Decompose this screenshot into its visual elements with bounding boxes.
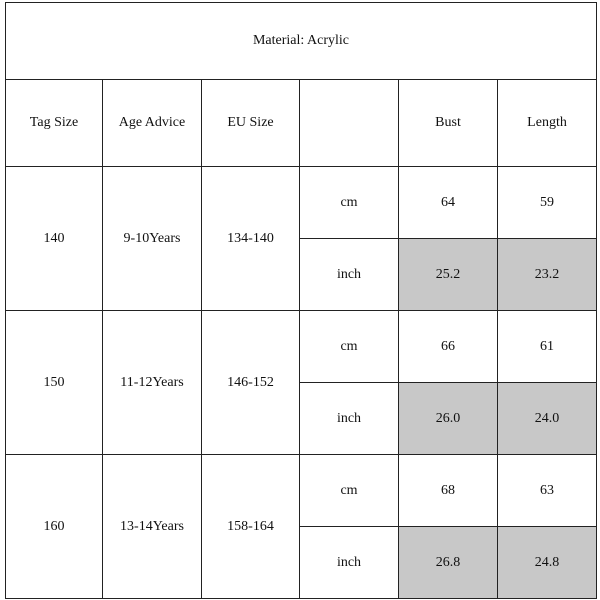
header-row — [6, 80, 597, 167]
tag-size-cell: 140 — [6, 167, 103, 311]
header-length: Length — [498, 80, 597, 167]
bust-cell: 26.0 — [399, 383, 498, 455]
title-row — [6, 3, 597, 80]
eu-size-cell: 158-164 — [202, 455, 300, 599]
unit-cell: cm — [300, 455, 399, 527]
size-chart-table — [5, 2, 597, 599]
length-cell: 61 — [498, 311, 597, 383]
table-row — [6, 167, 597, 239]
tag-size-cell: 160 — [6, 455, 103, 599]
header-bust: Bust — [399, 80, 498, 167]
header-unit — [300, 80, 399, 167]
header-eu-size: EU Size — [202, 80, 300, 167]
age-advice-cell: 11-12Years — [103, 311, 202, 455]
unit-cell: inch — [300, 239, 399, 311]
bust-cell: 64 — [399, 167, 498, 239]
table-row — [6, 455, 597, 527]
age-advice-cell: 9-10Years — [103, 167, 202, 311]
bust-cell: 26.8 — [399, 527, 498, 599]
length-cell: 24.0 — [498, 383, 597, 455]
bust-cell: 66 — [399, 311, 498, 383]
tag-size-cell: 150 — [6, 311, 103, 455]
eu-size-cell: 134-140 — [202, 167, 300, 311]
eu-size-cell: 146-152 — [202, 311, 300, 455]
bust-cell: 68 — [399, 455, 498, 527]
header-age-advice: Age Advice — [103, 80, 202, 167]
material-title: Material: Acrylic — [6, 3, 597, 80]
header-tag-size: Tag Size — [6, 80, 103, 167]
length-cell: 23.2 — [498, 239, 597, 311]
unit-cell: inch — [300, 527, 399, 599]
unit-cell: cm — [300, 311, 399, 383]
age-advice-cell: 13-14Years — [103, 455, 202, 599]
length-cell: 63 — [498, 455, 597, 527]
unit-cell: cm — [300, 167, 399, 239]
length-cell: 59 — [498, 167, 597, 239]
table-row — [6, 311, 597, 383]
length-cell: 24.8 — [498, 527, 597, 599]
bust-cell: 25.2 — [399, 239, 498, 311]
unit-cell: inch — [300, 383, 399, 455]
